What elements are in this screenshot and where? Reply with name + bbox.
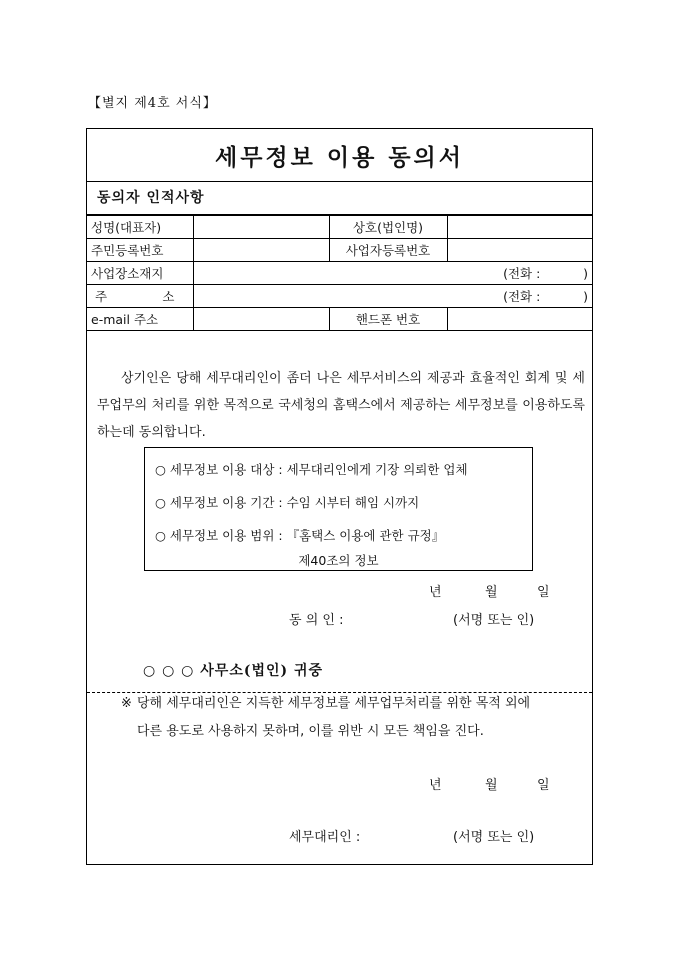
consenter-label: 동 의 인 : xyxy=(289,613,344,628)
notice-mark: ※ xyxy=(121,696,132,711)
mobile-field[interactable] xyxy=(447,308,592,331)
consent-paragraph xyxy=(97,365,585,446)
address-label-a: 주 xyxy=(95,289,108,304)
agent-sign-field[interactable]: (서명 또는 인) xyxy=(453,830,535,845)
agent-label: 세무대리인 : xyxy=(289,830,361,845)
title-box xyxy=(87,129,592,182)
consent-text: 상기인은 당해 세무대리인이 좀더 나은 세무서비스의 제공과 효율적인 회계 및 세무업무의 처리를 위한 목적으로 국세청의 홈택스에서 제공하는 세무정보를 이용하도록 하는데 동의합니다. xyxy=(97,371,585,440)
date-day: 일 xyxy=(537,778,550,793)
form-number-label: 【별지 제4호 서식】 xyxy=(88,96,217,111)
business-address-field[interactable] xyxy=(193,262,592,285)
company-field[interactable] xyxy=(447,216,592,239)
usage-scope-box xyxy=(144,447,533,571)
consenter-sign-field[interactable]: (서명 또는 인) xyxy=(453,613,535,628)
address-field[interactable] xyxy=(193,285,592,308)
scope-range-tail: 제40조의 정보 xyxy=(298,553,379,568)
phone-label: (전화 : xyxy=(503,289,541,304)
scope-range: ○ 세무정보 이용 범위 : 『홈택스 이용에 관한 규정』 xyxy=(155,528,445,543)
resident-number-field[interactable] xyxy=(193,239,329,262)
date-year: 년 xyxy=(429,585,442,600)
section-title: 동의자 인적사항 xyxy=(87,182,592,215)
table-row xyxy=(87,262,592,285)
date-month: 월 xyxy=(485,585,498,600)
mobile-label: 핸드폰 번호 xyxy=(329,308,447,331)
date-month: 월 xyxy=(485,778,498,793)
phone-label: (전화 : xyxy=(503,266,541,281)
email-field[interactable] xyxy=(193,308,329,331)
notice-text: 당해 세무대리인은 지득한 세무정보를 세무업무처리를 위한 목적 외에 다른 용도로 사용하지 못하며, 이를 위반 시 모든 책임을 진다. xyxy=(137,696,531,739)
scope-target: ○ 세무정보 이용 대상 : 세무대리인에게 기장 의뢰한 업체 xyxy=(155,462,468,477)
name-label: 성명(대표자) xyxy=(87,216,193,239)
company-label: 상호(법인명) xyxy=(329,216,447,239)
personal-info-table xyxy=(87,215,592,331)
resident-number-label: 주민등록번호 xyxy=(87,239,193,262)
consent-form xyxy=(86,128,593,865)
business-address-label: 사업장소재지 xyxy=(87,262,193,285)
business-reg-label: 사업자등록번호 xyxy=(329,239,447,262)
address-label-b: 소 xyxy=(162,289,175,304)
scope-period: ○ 세무정보 이용 기간 : 수임 시부터 해임 시까지 xyxy=(155,495,420,510)
table-row xyxy=(87,285,592,308)
phone-close: ) xyxy=(583,289,588,304)
phone-close: ) xyxy=(583,266,588,281)
business-reg-field[interactable] xyxy=(447,239,592,262)
form-title: 세무정보 이용 동의서 xyxy=(215,143,464,171)
address-label xyxy=(87,285,193,308)
office-addressee: ○ ○ ○ 사무소(법인) 귀중 xyxy=(143,663,324,679)
name-field[interactable] xyxy=(193,216,329,239)
table-row xyxy=(87,308,592,331)
notice xyxy=(121,690,541,746)
date-year: 년 xyxy=(429,778,442,793)
date-day: 일 xyxy=(537,585,550,600)
email-label: e-mail 주소 xyxy=(87,308,193,331)
table-row xyxy=(87,216,592,239)
table-row xyxy=(87,239,592,262)
